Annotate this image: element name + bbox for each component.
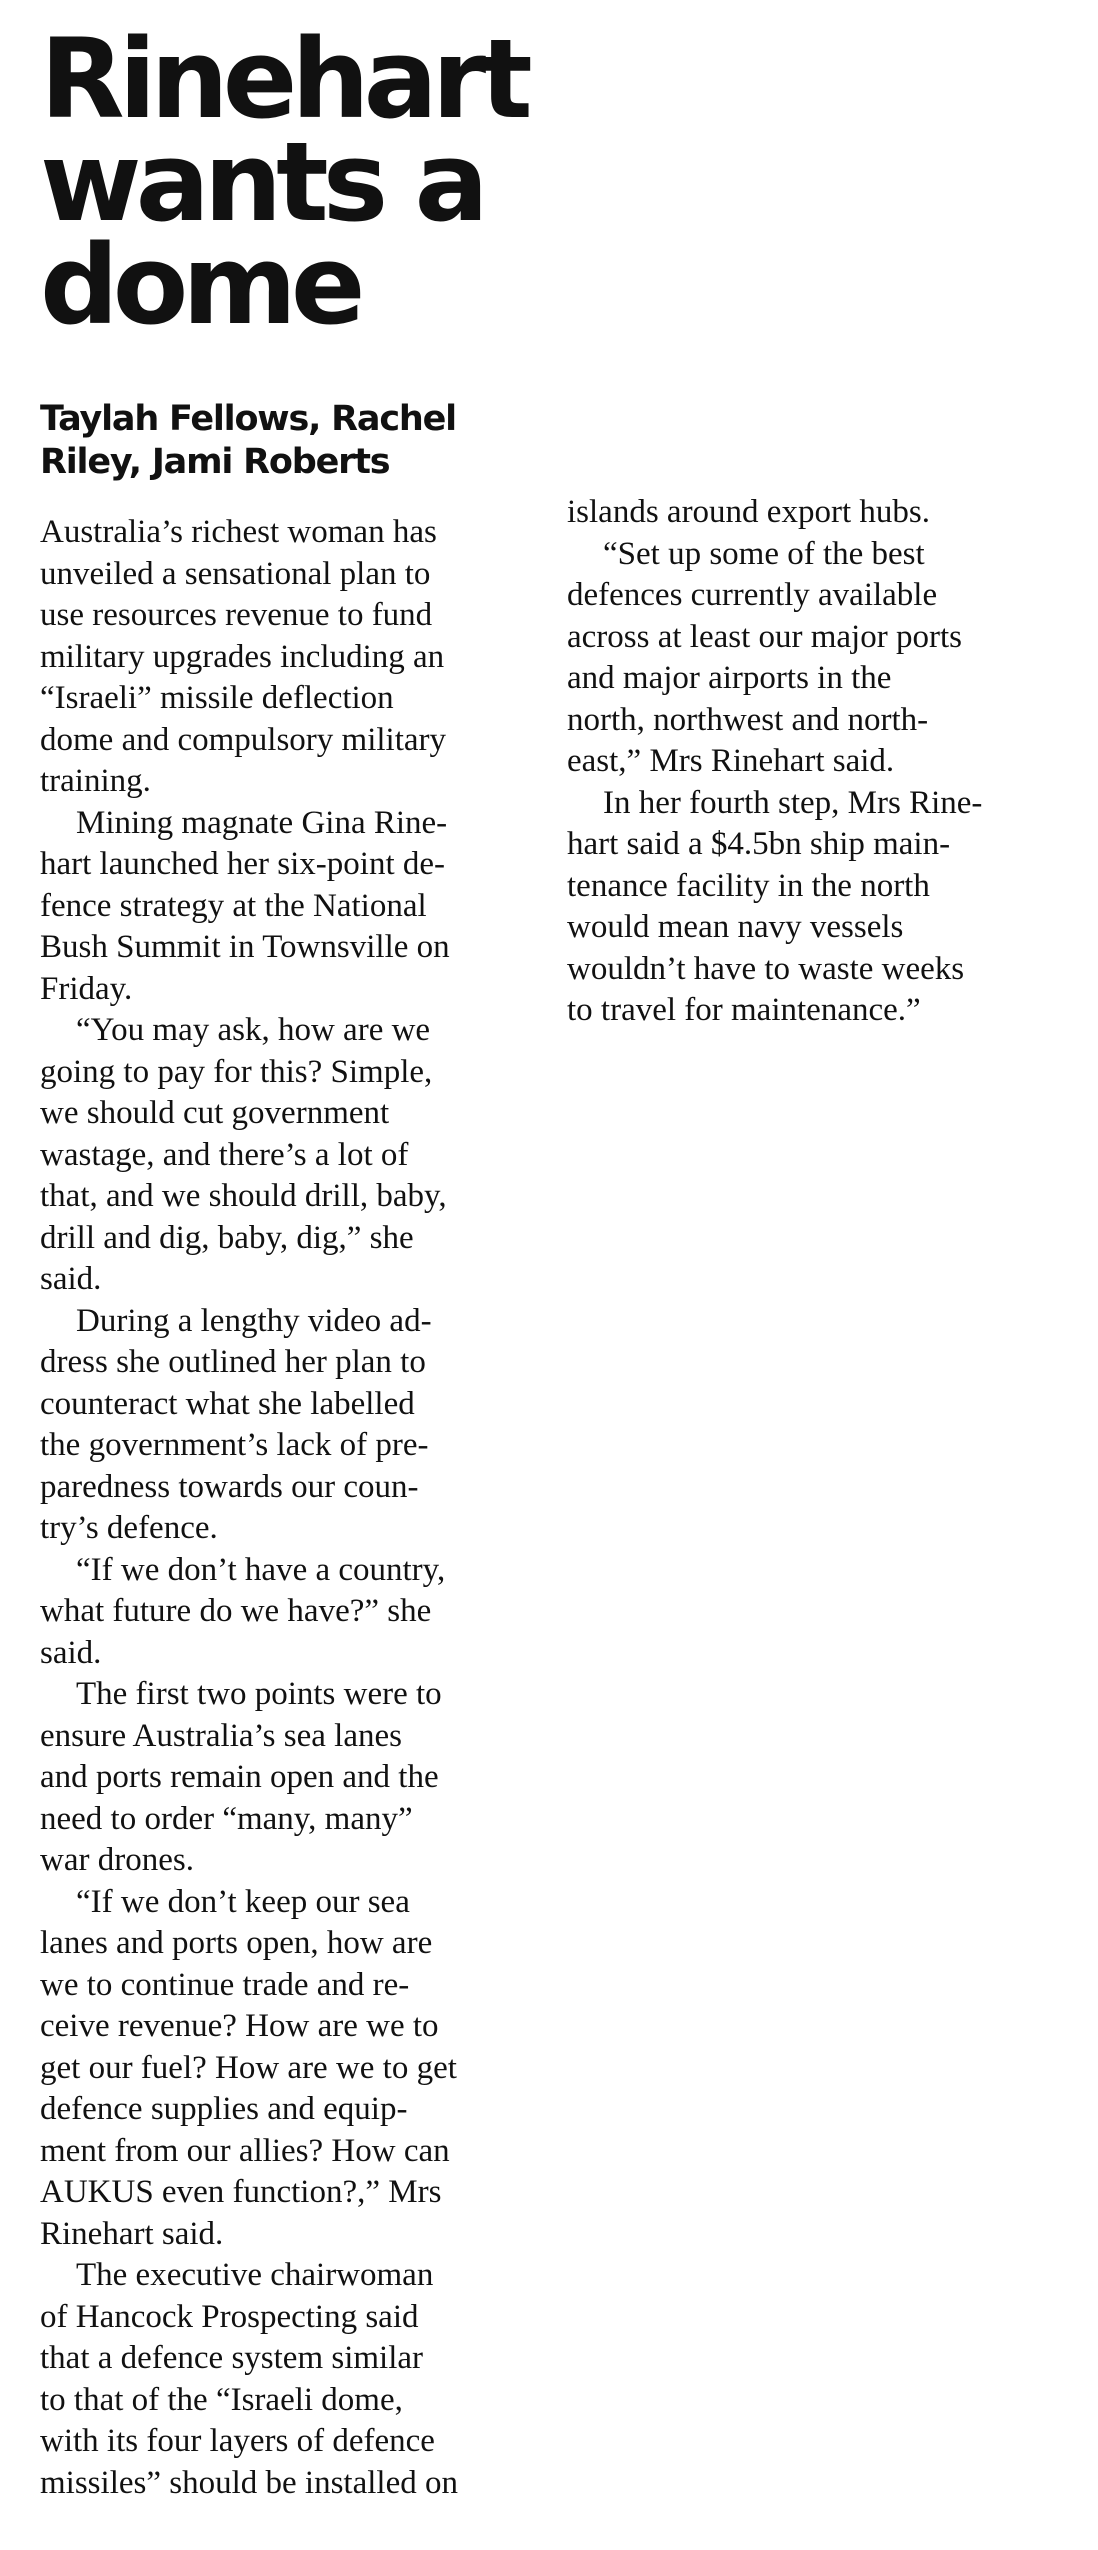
body-paragraph: “Set up some of the best defences currently available across at least our major ports and major airports in the north, northwest and north- east,” Mrs Rinehart said. (567, 535, 962, 779)
headline: Rinehart wants a dome (40, 15, 527, 349)
body-paragraph-continued: islands around export hubs. (567, 494, 930, 530)
body-column-1 (40, 512, 530, 2504)
byline: Taylah Fellows, Rachel Riley, Jami Roberts (40, 399, 456, 482)
body-paragraph: During a lengthy video ad- dress she outlined her plan to counteract what she labelled the government’s lack of pre- paredness towards our coun- try’s defence. (40, 1302, 432, 1546)
body-paragraph: “You may ask, how are we going to pay for this? Simple, we should cut government wastage, and there’s a lot of that, and we should drill, baby, drill and dig, baby, dig,” she said. (40, 1012, 447, 1297)
body-paragraph: Mining magnate Gina Rine- hart launched her six-point de- fence strategy at the National Bush Summit in Townsville on Friday. (40, 804, 450, 1007)
body-paragraph: In her fourth step, Mrs Rine- hart said a $4.5bn ship main- tenance facility in the north would mean navy vessels wouldn’t have to waste weeks to travel for maintenance.” (567, 784, 983, 1028)
body-column-2 (567, 492, 1057, 1032)
body-paragraph: The executive chairwoman of Hancock Prospecting said that a defence system similar to that of the “Israeli dome, with its four layers of defence missiles” should be installed on (40, 2257, 458, 2501)
body-paragraph: The first two points were to ensure Australia’s sea lanes and ports remain open and the need to order “many, many” war drones. (40, 1676, 442, 1878)
body-paragraph: “If we don’t have a country, what future do we have?” she said. (40, 1551, 446, 1671)
body-paragraph: “If we don’t keep our sea lanes and ports open, how are we to continue trade and re- ceive revenue? How are we to get our fuel? How are we to get defence supplies and equip- ment from our allies? How can AUKUS even function?,” Mrs Rinehart said. (40, 1883, 457, 2252)
body-paragraph: Australia’s richest woman has unveiled a sensational plan to use resources revenue to fund military upgrades including an “Israeli” missile deflection dome and compulsory military training. (40, 514, 447, 799)
